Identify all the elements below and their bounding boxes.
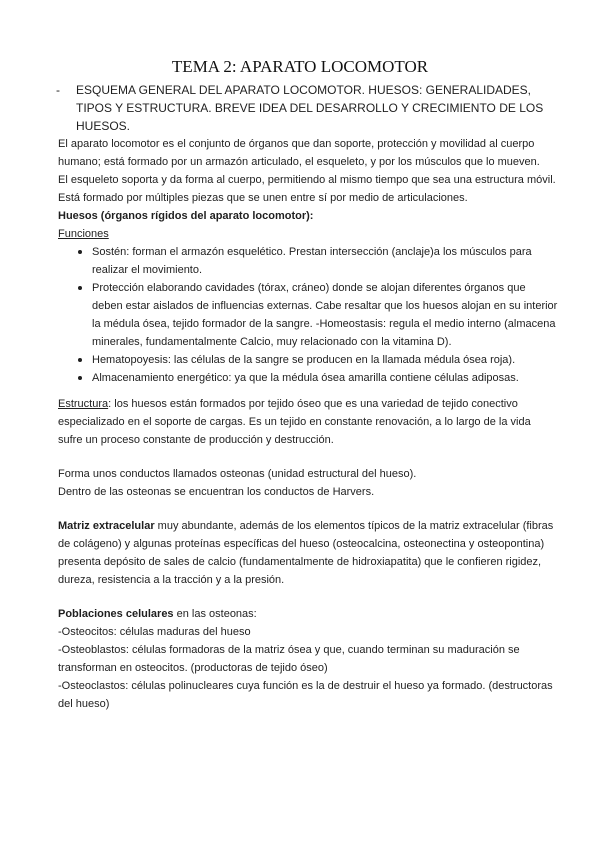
bullet-icon bbox=[78, 250, 82, 254]
intro-paragraph-1: El aparato locomotor es el conjunto de órganos que dan soporte, protección y movilidad al cuerpo humano; está formado por un armazón articulado, el esqueleto, y por los músculos que lo mueven. bbox=[58, 138, 540, 168]
intro-section bbox=[58, 135, 558, 387]
matriz-text: muy abundante, además de los elementos típicos de la matriz extracelular (fibras de colágeno) y algunas proteínas específicas del hueso (osteocalcina, osteonectina y osteopontina) presenta depósito de sales de calcio (fundamentalmente de hidroxiapatita) que le confieren rigidez, dureza, resistencia a la tracción y a la presión. bbox=[58, 520, 554, 586]
bullet-icon bbox=[78, 286, 82, 290]
estructura-section bbox=[58, 395, 558, 449]
bullet-icon bbox=[78, 358, 82, 362]
estructura-text: : los huesos están formados por tejido óseo que es una variedad de tejido conectivo especializado en el soporte de cargas. Es un tejido en constante renovación, a lo largo de la vida sufre un proceso constante de producción y destrucción. bbox=[58, 398, 531, 446]
intro-paragraph-2: El esqueleto soporta y da forma al cuerpo, permitiendo al mismo tiempo que sea una estructura móvil. Está formado por múltiples piezas que se unen entre sí por medio de articulaciones. bbox=[58, 174, 556, 204]
list-item: Sostén: forman el armazón esquelético. Prestan intersección (anclaje)a los músculos para realizar el movimiento. bbox=[58, 243, 558, 279]
poblaciones-label: Poblaciones celulares bbox=[58, 608, 174, 620]
matriz-label: Matriz extracelular bbox=[58, 520, 155, 532]
estructura-label: Estructura bbox=[58, 398, 109, 410]
huesos-heading: Huesos (órganos rígidos del aparato locomotor): bbox=[58, 210, 314, 222]
estructura-paragraph bbox=[58, 395, 558, 449]
list-item: Hematopoyesis: las células de la sangre se producen en la llamada médula ósea roja). bbox=[58, 351, 558, 369]
poblaciones-item-osteoblastos: -Osteoblastos: células formadoras de la matriz ósea y que, cuando terminan su maduración se transforman en osteocitos. (productoras de tejido óseo) bbox=[58, 644, 520, 674]
osteonas-line-2: Dentro de las osteonas se encuentran los conductos de Harvers. bbox=[58, 486, 375, 498]
list-item: Almacenamiento energético: ya que la médula ósea amarilla contiene células adiposas. bbox=[58, 369, 558, 387]
subtitle-item bbox=[56, 81, 556, 135]
poblaciones-heading: Poblaciones celulares en las osteonas: bbox=[58, 608, 257, 620]
bullet-icon bbox=[78, 376, 82, 380]
funciones-list bbox=[58, 243, 558, 387]
page-title: TEMA 2: APARATO LOCOMOTOR bbox=[171, 57, 429, 76]
subtitle-text: ESQUEMA GENERAL DEL APARATO LOCOMOTOR. HUESOS: GENERALIDADES, TIPOS Y ESTRUCTURA. BREVE IDEA DEL DESARROLLO Y CRECIMIENTO DE LOS HUESOS. bbox=[76, 83, 544, 133]
poblaciones-item-osteoclastos: -Osteoclastos: células polinucleares cuya función es la de destruir el hueso ya formado. (destructoras del hueso) bbox=[58, 680, 553, 710]
osteonas-section bbox=[58, 465, 558, 501]
matriz-paragraph bbox=[58, 517, 558, 589]
poblaciones-section bbox=[58, 605, 558, 713]
matriz-section bbox=[58, 517, 558, 589]
funciones-label: Funciones bbox=[58, 228, 109, 240]
list-item: Protección elaborando cavidades (tórax, cráneo) donde se alojan diferentes órganos que deben estar aislados de influencias externas. Cabe resaltar que los huesos alojan en su interior la médula ósea, tejido formador de la sangre. -Homeostasis: regula el medio interno (almacena minerales, fundamentalmente Calcio, muy relacionado con la vitamina D). bbox=[58, 279, 558, 351]
osteonas-line-1: Forma unos conductos llamados osteonas (unidad estructural del hueso). bbox=[58, 468, 417, 480]
poblaciones-item-osteocitos: -Osteocitos: células maduras del hueso bbox=[58, 626, 251, 638]
dash-marker: - bbox=[56, 83, 60, 97]
